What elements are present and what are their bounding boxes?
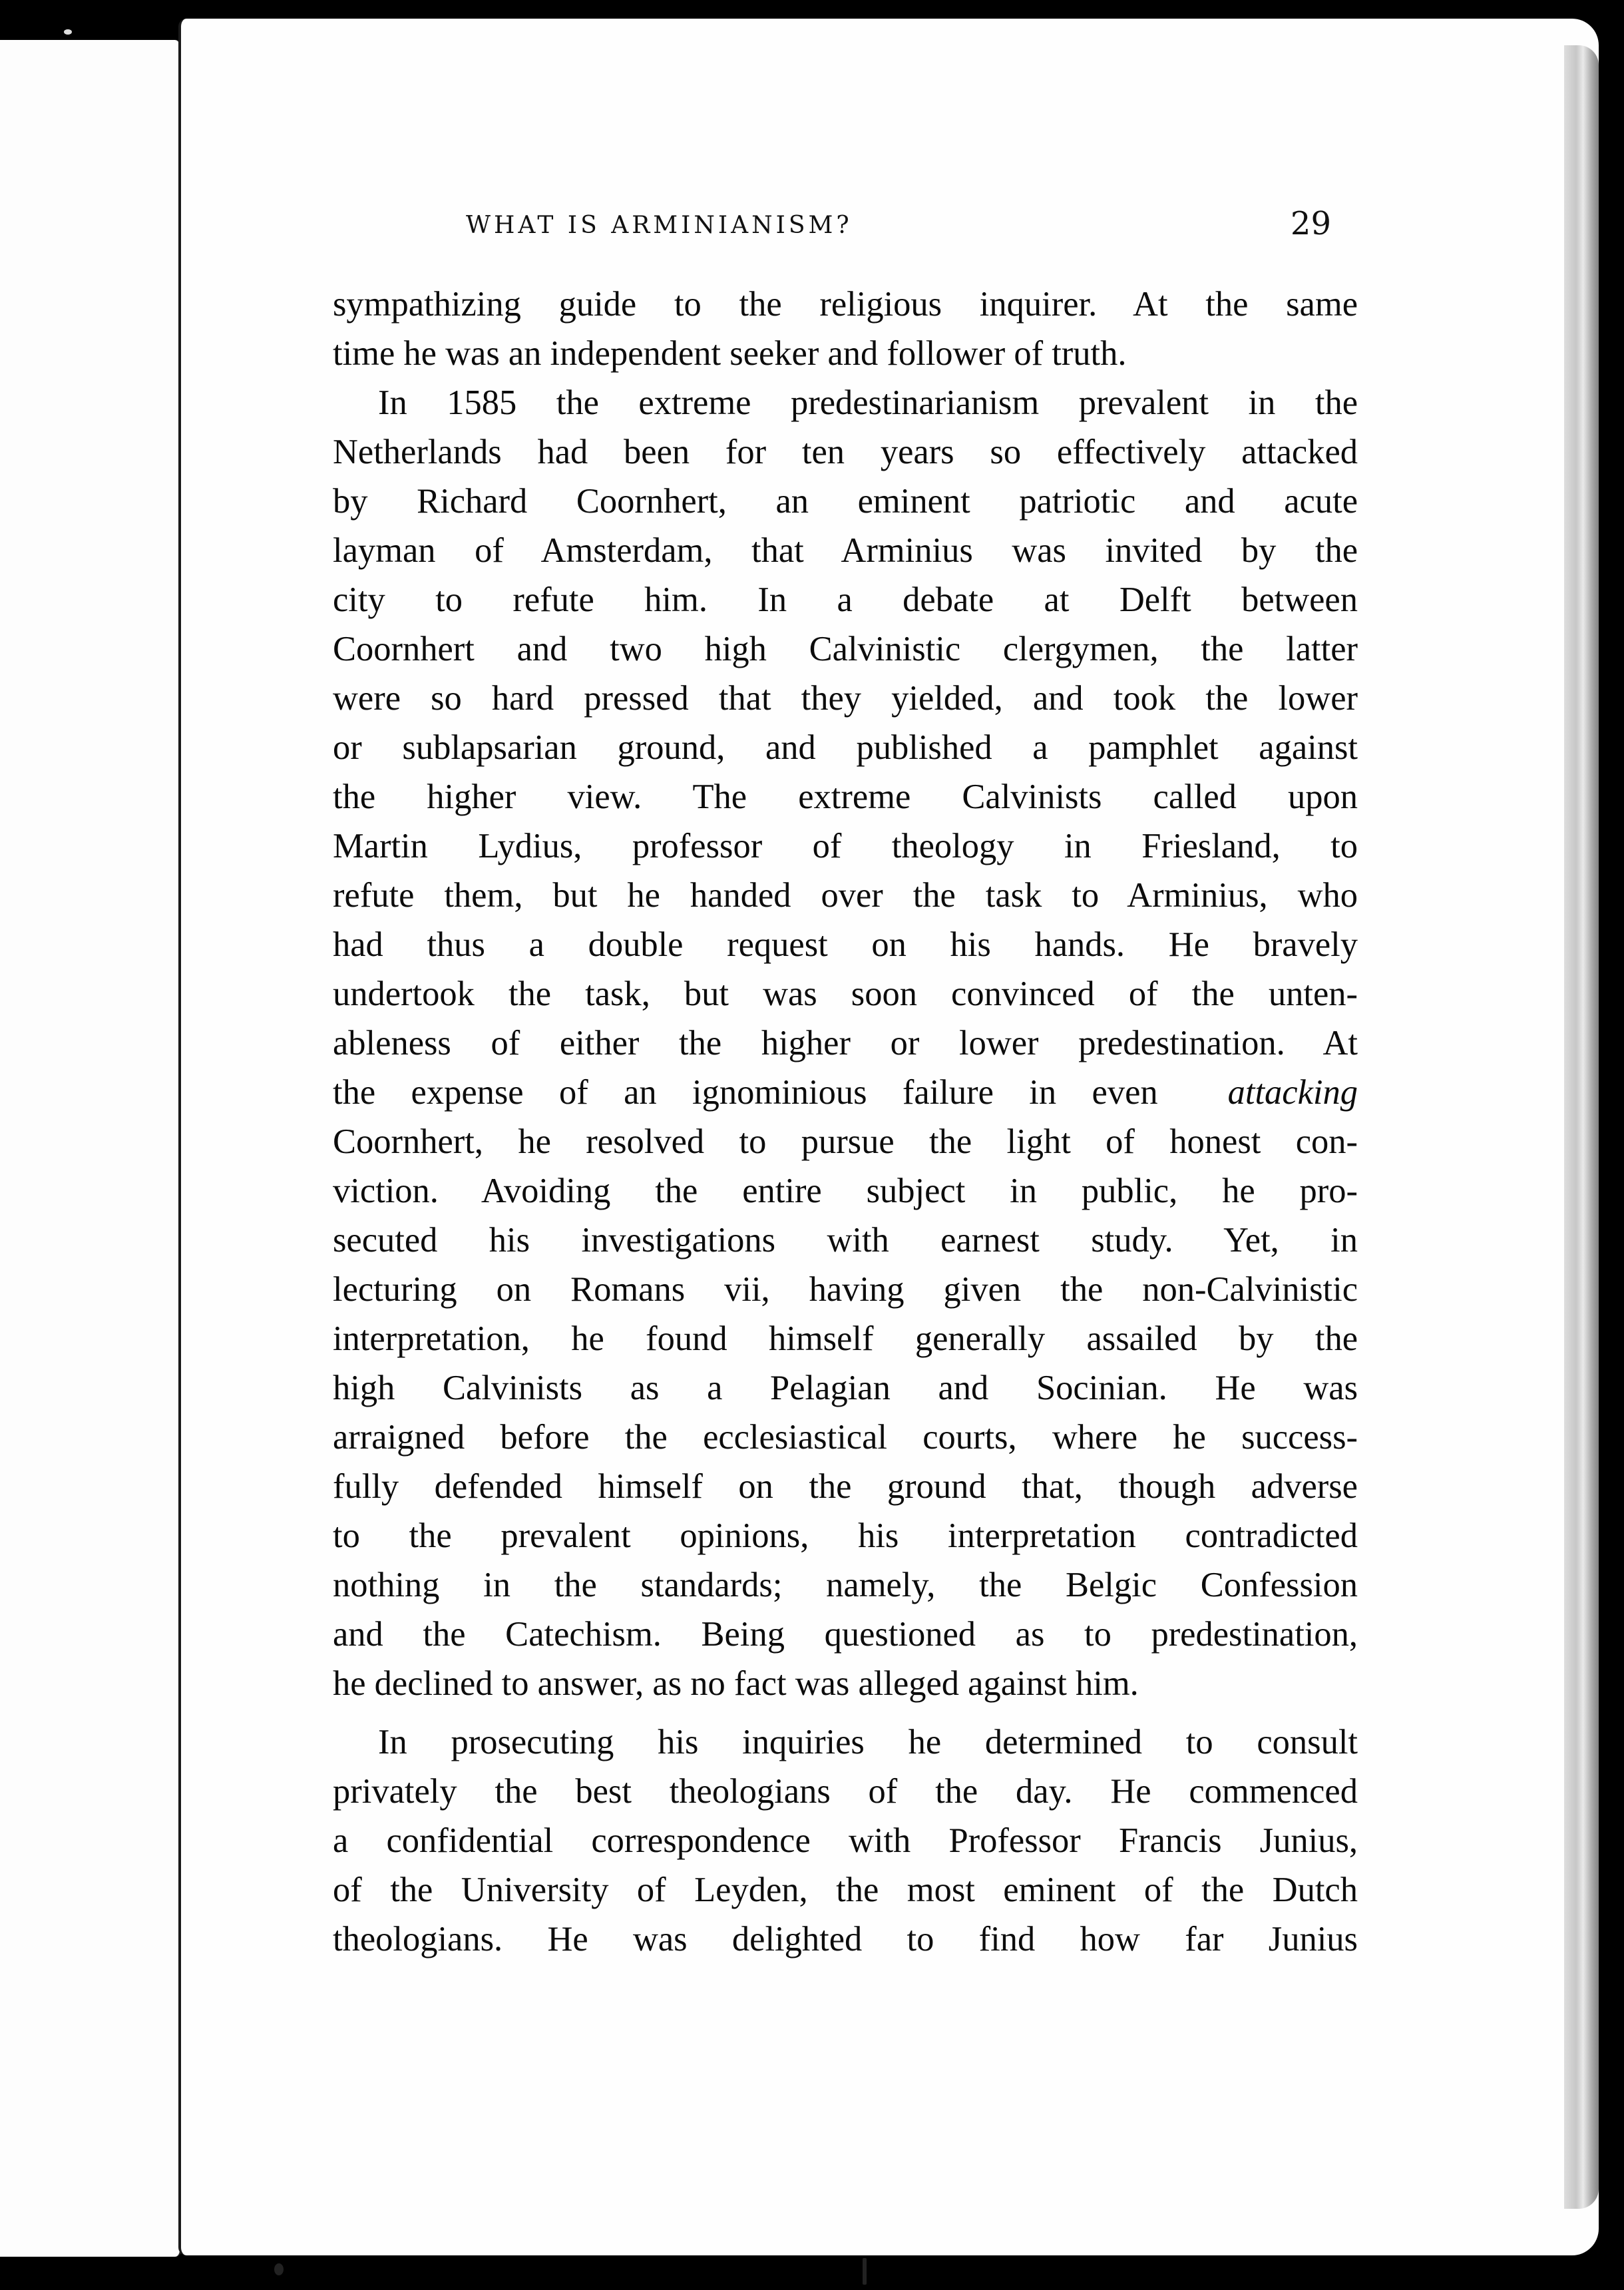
paragraph-1 [333, 280, 1358, 378]
body-text [333, 280, 1358, 1964]
text-line: time he was an independent seeker and follower of truth. [333, 334, 1127, 373]
text-line: secuted his investigations with earnest study. Yet, in [333, 1221, 1358, 1260]
running-head: WHAT IS ARMINIANISM? [466, 212, 853, 239]
text-line: a confidential correspondence with Professor Francis Junius, [333, 1821, 1358, 1860]
page-edges [1564, 45, 1599, 2209]
text-line: to the prevalent opinions, his interpretation contradicted [333, 1516, 1358, 1555]
text-line: the higher view. The extreme Calvinists called upon [333, 778, 1358, 816]
text-line: layman of Amsterdam, that Arminius was invited by the [333, 531, 1358, 570]
text-line: of the University of Leyden, the most eminent of the Dutch [333, 1871, 1358, 1909]
text-line: lecturing on Romans vii, having given the non-Calvinistic [333, 1270, 1358, 1309]
paragraph-3 [333, 1718, 1358, 1964]
scan-speck [274, 2263, 284, 2275]
text-line: sympathizing guide to the religious inquirer. At the same [333, 285, 1358, 324]
text-line: high Calvinists as a Pelagian and Socinian. He was [333, 1369, 1358, 1407]
text-line: interpretation, he found himself generally assailed by the [333, 1319, 1358, 1358]
text-line: ableness of either the higher or lower predestination. At [333, 1024, 1358, 1062]
text-line: fully defended himself on the ground that, though adverse [333, 1467, 1358, 1506]
text-line: city to refute him. In a debate at Delft between [333, 580, 1358, 619]
text-line: nothing in the standards; namely, the Belgic Confession [333, 1566, 1358, 1604]
text-line: refute them, but he handed over the task to Arminius, who [333, 876, 1358, 915]
text-line: Martin Lydius, professor of theology in Friesland, to [333, 827, 1358, 865]
text-line: Coornhert, he resolved to pursue the light of honest con- [333, 1122, 1358, 1161]
text-line: In 1585 the extreme predestinarianism prevalent in the [378, 383, 1358, 422]
page-header [466, 201, 1331, 248]
scan-speck [64, 29, 72, 35]
text-line: privately the best theologians of the day. He commenced [333, 1772, 1358, 1811]
text-line: had thus a double request on his hands. He bravely [333, 925, 1358, 964]
text-line: arraigned before the ecclesiastical courts, where he success- [333, 1418, 1358, 1457]
text-line: theologians. He was delighted to find how far Junius [333, 1920, 1358, 1958]
scan-speck [863, 2258, 867, 2285]
text-line: or sublapsarian ground, and published a pamphlet against [333, 728, 1358, 767]
text-line: by Richard Coornhert, an eminent patriotic and acute [333, 482, 1358, 521]
paragraph-gap [333, 1708, 1358, 1718]
italic-word: attacking [1227, 1073, 1358, 1112]
text-line: he declined to answer, as no fact was alleged against him. [333, 1664, 1139, 1703]
text-segment: the expense of an ignominious failure in even [333, 1073, 1158, 1112]
text-line: undertook the task, but was soon convinced of the unten- [333, 975, 1358, 1013]
paragraph-2 [333, 378, 1358, 1708]
text-line: In prosecuting his inquiries he determined to consult [378, 1723, 1358, 1761]
text-line: viction. Avoiding the entire subject in public, he pro- [333, 1172, 1358, 1210]
text-line-with-italic [333, 1068, 1358, 1117]
text-line: Coornhert and two high Calvinistic clergymen, the latter [333, 630, 1358, 668]
text-line: Netherlands had been for ten years so effectively attacked [333, 433, 1358, 471]
text-line: and the Catechism. Being questioned as to predestination, [333, 1615, 1358, 1654]
text-line: were so hard pressed that they yielded, and took the lower [333, 679, 1358, 718]
facing-page-edge [0, 40, 182, 2257]
page-number: 29 [1290, 205, 1331, 242]
